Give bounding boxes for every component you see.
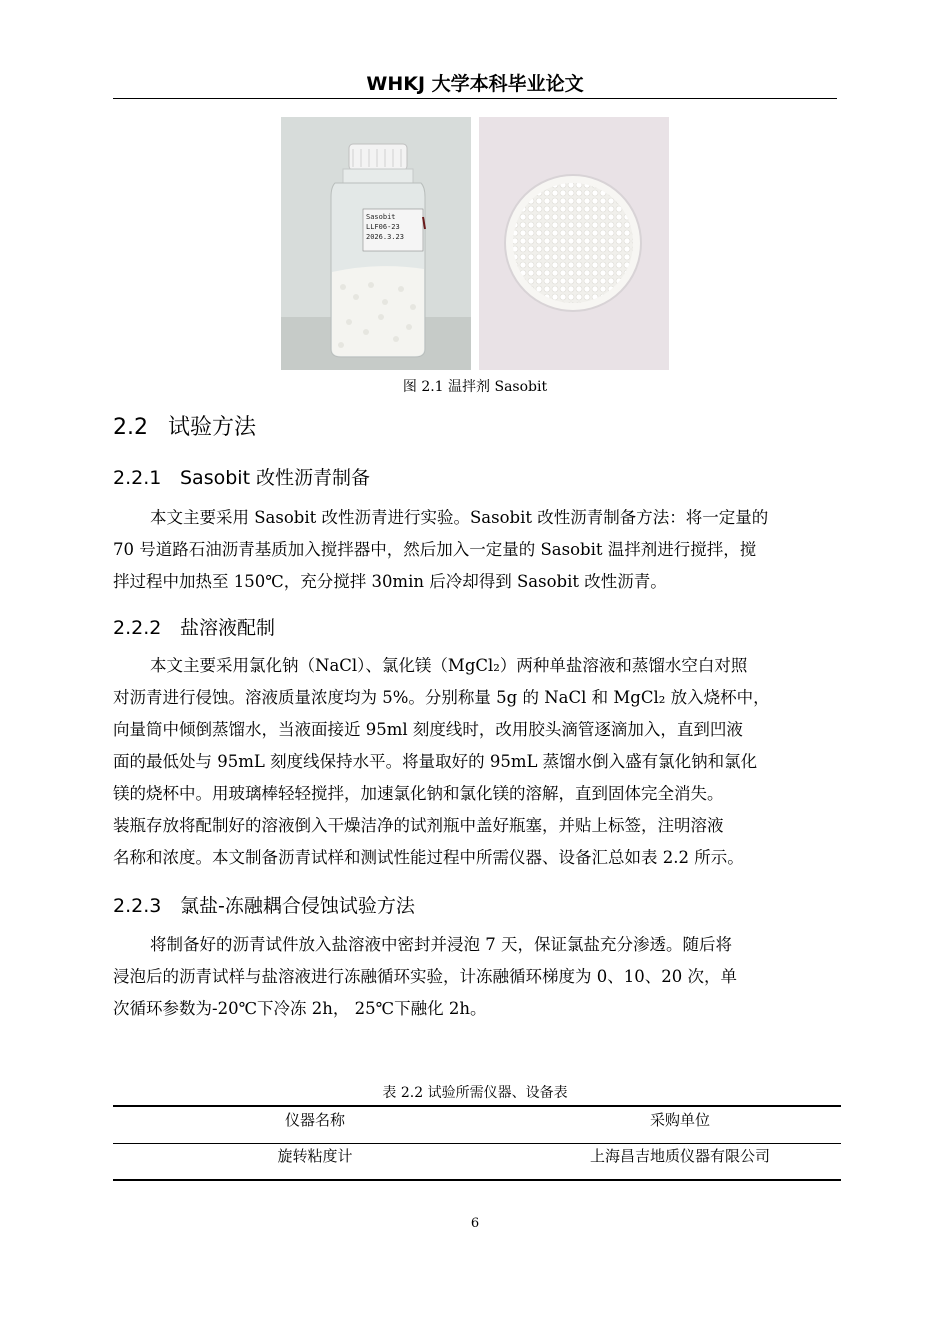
header-rule [113,98,837,99]
page-header: WHKJ 大学本科毕业论文 [366,73,584,95]
jar-label-line: Sasobit [366,213,396,221]
subsection-number: 2.2.1 [113,467,162,489]
subsection-heading [113,464,370,492]
table-cell: 旋转粘度计 [277,1147,353,1165]
subsection-number: 2.2.2 [113,617,162,639]
section-title: 试验方法 [168,415,257,440]
table-top-rule [113,1105,841,1107]
subsection-heading [113,892,415,920]
subsection-number: 2.2.3 [113,895,162,917]
table-header-cell: 仪器名称 [284,1111,345,1129]
jar-label-text [366,212,422,242]
table-caption: 表 2.2 试验所需仪器、设备表 [382,1085,568,1101]
table-header-cell: 采购单位 [649,1111,710,1129]
paragraph-line: 拌过程中加热至 150℃，充分搅拌 30min 后冷却得到 Sasobit 改性沥青。 [113,572,667,591]
figure-caption: 图 2.1 温拌剂 Sasobit [402,379,548,395]
table-cell: 上海昌吉地质仪器有限公司 [589,1147,770,1165]
sasobit-dish-photo [479,117,669,370]
section-number: 2.2 [113,415,148,440]
paragraph-line: 70 号道路石油沥青基质加入搅拌器中，然后加入一定量的 Sasobit 温拌剂进行搅拌，搅 [113,540,757,559]
paragraph-line: 名称和浓度。本文制备沥青试样和测试性能过程中所需仪器、设备汇总如表 2.2 所示。 [113,848,744,867]
paragraph-line: 将制备好的沥青试件放入盐溶液中密封并浸泡 7 天，保证氯盐充分渗透。随后将 [150,935,732,954]
table-bottom-rule [113,1179,841,1181]
subsection-title: 氯盐-冻融耦合侵蚀试验方法 [180,895,415,917]
sasobit-jar-illustration [281,117,471,370]
section-heading [113,413,256,443]
paragraph-line: 本文主要采用 Sasobit 改性沥青进行实验。Sasobit 改性沥青制备方法：将一定量的 [150,508,769,527]
paragraph [113,929,837,1025]
subsection-title: 盐溶液配制 [180,617,276,639]
sasobit-jar-photo [281,117,471,370]
paragraph-line: 次循环参数为-20℃下冷冻 2h， 25℃下融化 2h。 [113,999,487,1018]
page-number: 6 [470,1216,480,1231]
paragraph-line: 镁的烧杯中。用玻璃棒轻轻搅拌，加速氯化钠和氯化镁的溶解，直到固体完全消失。 [113,784,724,803]
jar-label-line: 2026.3.23 [366,233,404,241]
paragraph [113,650,837,874]
paragraph-line: 本文主要采用氯化钠（NaCl）、氯化镁（MgCl₂）两种单盐溶液和蒸馏水空白对照 [150,656,748,675]
paragraph-line: 向量筒中倾倒蒸馏水，当液面接近 95ml 刻度线时，改用胶头滴管逐滴加入，直到凹液 [113,720,743,739]
jar-label-line: LLF06-23 [366,223,400,231]
subsection-title: Sasobit 改性沥青制备 [180,467,371,489]
paragraph [113,502,837,598]
sasobit-dish-illustration [479,117,669,370]
paragraph-line: 面的最低处与 95mL 刻度线保持水平。将量取好的 95mL 蒸馏水倒入盛有氯化钠和氯化 [113,752,758,771]
subsection-heading [113,614,275,642]
paragraph-line: 浸泡后的沥青试样与盐溶液进行冻融循环实验，计冻融循环梯度为 0、10、20 次，单 [113,967,737,986]
paragraph-line: 装瓶存放将配制好的溶液倒入干燥洁净的试剂瓶中盖好瓶塞，并贴上标签，注明溶液 [113,816,724,835]
paragraph-line: 对沥青进行侵蚀。溶液质量浓度均为 5%。分别称量 5g 的 NaCl 和 MgCl₂ 放入烧杯中， [113,688,770,707]
